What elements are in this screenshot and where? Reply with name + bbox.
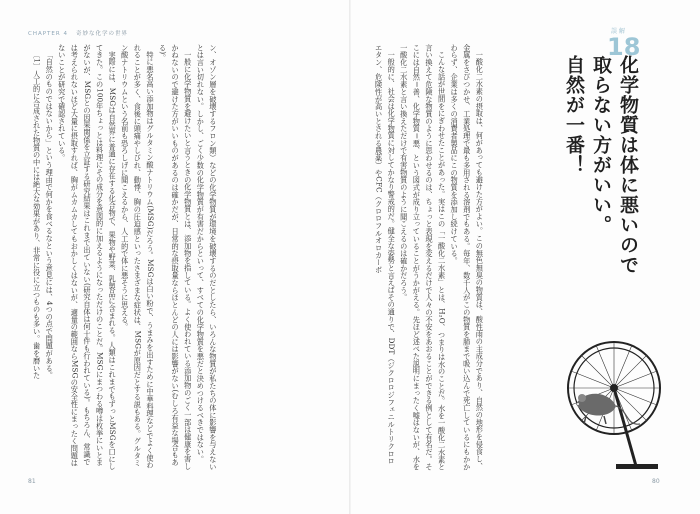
right-paragraph: こんな話が世間をにぎわせたことがあった。実はこの「一酸化二水素」とは、H₂O、つまりは水のことだ。水を一酸化二水素と言い換えて危険な物質のように思わせるのは、ちょっと表現を変えるだけで人々の不安をあおることができる例として有名だ。そこには自然＝善、化学物質＝悪、という図式が成り立っていることがうかがえる。先ほど述べた説明にまったく嘘はないが、水を一酸化二水素と言い換えただけで有害物質のように聞こえるのは確かだろう。 — [399, 44, 447, 471]
left-paragraph: 一般に化学物質を避けたいと言うときの化学物質とは、添加物を指している。よく使われている添加物のごく一部は健康を害しかねないので避けた方がいいものがあるのは確かだが、日常的な摂取量ならほとんどの人には影響がない(むしろ有益な場合もある)。 — [158, 44, 193, 471]
left-page-number: 81 — [28, 478, 36, 485]
right-paragraph: 一酸化二水素の摂取は、何があっても避けた方がよい。この無色無臭の物質は、酸性雨の主成分であり、自然の地形を侵食し、金属をさびつかせ、工業処理で最も多用される溶剤でもある。毎年、数千人がこの物質を肺まで吸い込んで死亡しているにもかかわらず、企業は多くの消費者製品にこの物質を添加し続けている。 — [450, 44, 485, 471]
page-gutter — [349, 0, 351, 514]
left-paragraph: 特に悪名高い添加物はグルタミン酸ナトリウム(MSG)だろう。MSGは白い粉で、うまみを出すために中華料理などでよく使われることが多く、食後に頭痛やしびれ、動悸、胸の圧迫感といったさまざまな症状は、MSGが原因だとする説もある。グルタミン酸ナトリウムという名前も恐ろしげに聞こえるから、人工的で体に悪そうに思える。 — [120, 44, 155, 469]
chapter-label: CHAPTER 4 — [28, 31, 68, 37]
left-page-body — [30, 44, 320, 472]
left-paragraph: ン、オゾン層を破壊するフロン類）などの化学物質が環境を破壊するのだとしたら、いろんな物質が私たちの体に影響を与えないとは言い切れない。しかし、ごく少数の化学物質が有害だからといって、すべての化学物質を悪だと決めつけるべきではない。 — [196, 44, 218, 471]
wheel-base — [616, 464, 658, 469]
hamster-wheel-illustration — [556, 326, 666, 476]
headline-line: 自然が一番！ — [563, 55, 585, 175]
page-headline — [560, 55, 641, 285]
badge-label: 誤解 — [610, 28, 627, 35]
left-paragraph: 実際には、MSGは自然界に普通に存在する化合物で、果物や野菜、乳製品に含まれる。人類はこれまでもずっとMSGを口にしてきた。この100年ちょっとは料理にその成分を意図的に加えるようになっただけのことだ。MSGにまつわる噂は枚挙にいとまがないが、MSGとの因果関係を立証する研究結果はこれまで出ていない(研究自体は何十件も行われている)。もちろん、常識では考えられないほど大量に摂取すれば、胸がムカムカしてもおかしくはないが、適量の範囲ならMSGの安全性にまったく問題はないことが研究で確認されている。 — [57, 44, 118, 471]
right-page-body — [372, 44, 547, 472]
left-paragraph: 「自然のものではないから」という理由で何かを食べるなという意見には、4つの点で問題がある。 — [45, 51, 55, 380]
headline-line: 取らない方がいい。 — [590, 55, 612, 235]
right-page-number: 80 — [652, 478, 660, 485]
wheel-stand — [614, 388, 636, 466]
left-paragraph: 〔1〕人工的に合成された物質の中には絶大な効果があり、非常に役に立つものも多い。歯を磨いた — [32, 51, 42, 380]
chapter-title: 奇妙な化学の世界 — [75, 31, 128, 37]
right-paragraph: 一般的に、社会は化学物質に対してかなり警戒的だ。健全な姿勢と言えばその通りで、DDT（ジクロロジフェニルトリクロロエタン、危険性が高いとされる農薬）やCFC（クロロフルオロカーボ — [374, 44, 397, 465]
badge-number: 18 — [607, 33, 641, 61]
running-head — [28, 29, 128, 37]
mouse-ear — [578, 394, 586, 402]
headline-line: 化学物質は体に悪いので — [617, 55, 639, 275]
mouse-eye — [577, 403, 579, 405]
